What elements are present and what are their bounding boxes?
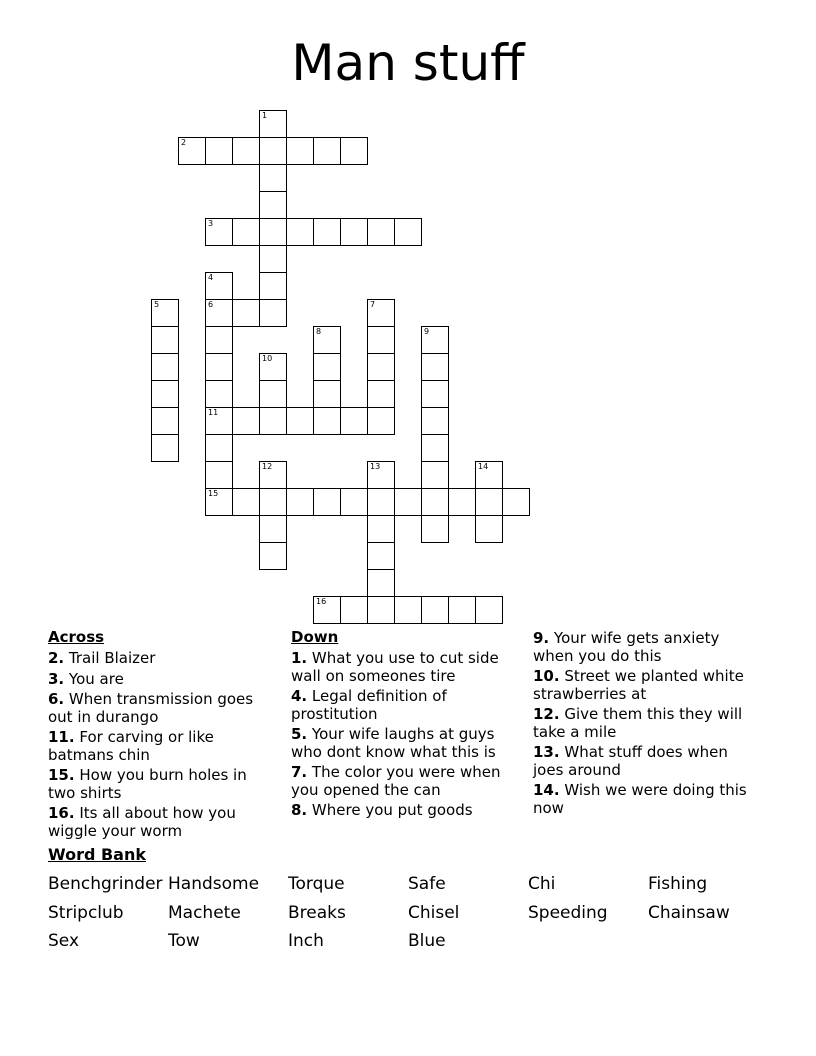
cell-number: 10	[262, 354, 273, 363]
word-bank-word: Machete	[168, 902, 241, 923]
down-clue	[291, 764, 513, 799]
word-bank-word: Tow	[168, 931, 200, 951]
grid-cell[interactable]	[259, 407, 287, 435]
cell-number: 11	[208, 408, 219, 417]
clue-number: 6.	[48, 690, 65, 708]
grid-cell[interactable]	[367, 353, 395, 381]
clue-number: 14.	[533, 781, 560, 799]
page-title: Man stuff	[291, 34, 525, 92]
grid-cell[interactable]	[421, 407, 449, 435]
clue-text: What you use to cut side wall on someones tire	[291, 649, 499, 685]
grid-cell[interactable]	[421, 515, 449, 543]
grid-cell[interactable]	[259, 218, 287, 246]
grid-cell[interactable]	[367, 218, 395, 246]
grid-cell[interactable]	[232, 407, 260, 435]
grid-cell[interactable]	[367, 380, 395, 408]
grid-cell[interactable]	[475, 596, 503, 624]
word-bank-word: Blue	[408, 931, 446, 951]
clue-number: 10.	[533, 667, 560, 685]
grid-cell[interactable]	[205, 407, 233, 435]
word-bank	[48, 872, 768, 958]
word-bank-heading: Word Bank	[48, 845, 147, 864]
word-bank-word: Fishing	[648, 874, 708, 894]
grid-cell[interactable]	[421, 596, 449, 624]
down-clue	[291, 726, 513, 761]
down-clues	[291, 628, 513, 823]
grid-cell[interactable]	[367, 515, 395, 543]
grid-cell[interactable]	[475, 461, 503, 489]
grid-cell[interactable]	[259, 488, 287, 516]
across-clue	[48, 650, 268, 668]
clue-number: 9.	[533, 629, 550, 647]
grid-cell[interactable]	[340, 137, 368, 165]
grid-cell[interactable]	[232, 137, 260, 165]
grid-cell[interactable]	[232, 488, 260, 516]
clue-number: 4.	[291, 687, 308, 705]
clue-number: 8.	[291, 801, 308, 819]
clue-number: 11.	[48, 728, 75, 746]
down-clue	[291, 650, 513, 685]
grid-cell[interactable]	[421, 326, 449, 354]
cell-number: 14	[478, 462, 489, 471]
grid-cell[interactable]	[367, 461, 395, 489]
grid-cell[interactable]	[475, 515, 503, 543]
clue-number: 1.	[291, 649, 308, 667]
cell-number: 7	[370, 300, 376, 309]
cell-number: 8	[316, 327, 322, 336]
grid-cell[interactable]	[475, 488, 503, 516]
down-clue	[533, 782, 758, 817]
clue-number: 5.	[291, 725, 308, 743]
grid-cell[interactable]	[151, 434, 179, 462]
word-bank-word: Safe	[408, 874, 446, 894]
clue-text: For carving or like batmans chin	[48, 728, 214, 764]
grid-cell[interactable]	[232, 299, 260, 327]
grid-cell[interactable]	[394, 488, 422, 516]
cell-number: 1	[262, 111, 268, 120]
grid-cell[interactable]	[205, 326, 233, 354]
grid-cell[interactable]	[205, 353, 233, 381]
across-clue	[48, 671, 268, 689]
clue-text: What stuff does when joes around	[533, 743, 728, 779]
grid-cell[interactable]	[367, 488, 395, 516]
cell-number: 2	[181, 138, 187, 147]
grid-cell[interactable]	[367, 596, 395, 624]
grid-cell[interactable]	[286, 218, 314, 246]
grid-cell[interactable]	[259, 110, 287, 138]
grid-cell[interactable]	[259, 191, 287, 219]
clue-number: 2.	[48, 649, 65, 667]
word-bank-word: Stripclub	[48, 902, 124, 923]
grid-cell[interactable]	[394, 596, 422, 624]
grid-cell[interactable]	[205, 137, 233, 165]
grid-cell[interactable]	[151, 326, 179, 354]
grid-cell[interactable]	[421, 461, 449, 489]
cell-number: 13	[370, 462, 381, 471]
across-clue	[48, 691, 268, 726]
grid-cell[interactable]	[340, 596, 368, 624]
cell-number: 6	[208, 300, 214, 309]
clue-text: Your wife laughs at guys who dont know what this is	[291, 725, 496, 761]
clue-text: Street we planted white strawberries at	[533, 667, 744, 703]
cell-number: 9	[424, 327, 430, 336]
grid-cell[interactable]	[421, 353, 449, 381]
grid-cell[interactable]	[286, 137, 314, 165]
down-clue	[291, 802, 513, 820]
word-bank-word: Chisel	[408, 902, 460, 923]
word-bank-word: Sex	[48, 931, 80, 951]
grid-cell[interactable]	[394, 218, 422, 246]
clue-text: Your wife gets anxiety when you do this	[533, 629, 720, 665]
word-bank-word: Inch	[288, 931, 324, 951]
word-bank-word: Handsome	[168, 874, 260, 894]
grid-cell[interactable]	[448, 488, 476, 516]
grid-cell[interactable]	[259, 299, 287, 327]
grid-cell[interactable]	[367, 569, 395, 597]
grid-cell[interactable]	[421, 434, 449, 462]
grid-cell[interactable]	[313, 353, 341, 381]
clue-text: Its all about how you wiggle your worm	[48, 804, 236, 840]
clue-text: Give them this they will take a mile	[533, 705, 743, 741]
grid-cell[interactable]	[259, 137, 287, 165]
grid-cell[interactable]	[421, 488, 449, 516]
grid-cell[interactable]	[259, 380, 287, 408]
grid-cell[interactable]	[421, 380, 449, 408]
cell-number: 12	[262, 462, 273, 471]
across-clues	[48, 628, 268, 843]
clue-text: You are	[68, 669, 124, 688]
grid-cell[interactable]	[205, 488, 233, 516]
word-bank-word: Chi	[528, 874, 556, 894]
down-clues-continued	[533, 630, 758, 820]
grid-cell[interactable]	[205, 380, 233, 408]
cell-number: 3	[208, 219, 214, 228]
grid-cell[interactable]	[367, 407, 395, 435]
down-clue	[291, 688, 513, 723]
clue-text: Where you put goods	[311, 801, 473, 819]
grid-cell[interactable]	[313, 488, 341, 516]
grid-cell[interactable]	[178, 137, 206, 165]
grid-cell[interactable]	[367, 542, 395, 570]
grid-cell[interactable]	[502, 488, 530, 516]
grid-cell[interactable]	[259, 515, 287, 543]
grid-cell[interactable]	[259, 164, 287, 192]
grid-cell[interactable]	[367, 299, 395, 327]
across-clue	[48, 729, 268, 764]
word-bank-word: Chainsaw	[648, 902, 730, 923]
word-bank-word: Torque	[288, 874, 345, 894]
down-clue	[533, 668, 758, 703]
clue-number: 13.	[533, 743, 560, 761]
grid-cell[interactable]	[259, 353, 287, 381]
clue-number: 7.	[291, 763, 308, 781]
down-clue	[533, 630, 758, 665]
cell-number: 5	[154, 300, 160, 309]
clue-number: 12.	[533, 705, 560, 723]
across-heading: Across	[48, 628, 105, 646]
cell-number: 4	[208, 273, 214, 282]
grid-cell[interactable]	[259, 272, 287, 300]
grid-cell[interactable]	[286, 488, 314, 516]
grid-cell[interactable]	[448, 596, 476, 624]
grid-cell[interactable]	[151, 353, 179, 381]
clue-text: How you burn holes in two shirts	[48, 766, 247, 802]
word-bank-word: Speeding	[528, 902, 608, 923]
grid-cell[interactable]	[205, 218, 233, 246]
grid-cell[interactable]	[259, 542, 287, 570]
grid-cell[interactable]	[286, 407, 314, 435]
grid-cell[interactable]	[313, 407, 341, 435]
grid-cell[interactable]	[151, 380, 179, 408]
down-clue	[533, 744, 758, 779]
clue-number: 3.	[48, 669, 65, 688]
grid-cell[interactable]	[340, 488, 368, 516]
grid-cell[interactable]	[205, 272, 233, 300]
word-bank-word: Benchgrinder	[48, 874, 163, 894]
clue-text: Wish we were doing this now	[533, 781, 747, 817]
grid-cell[interactable]	[205, 299, 233, 327]
grid-cell[interactable]	[151, 407, 179, 435]
across-clue	[48, 767, 268, 802]
clue-text: The color you were when you opened the can	[291, 763, 501, 799]
grid-cell[interactable]	[313, 380, 341, 408]
clue-text: Legal definition of prostitution	[291, 687, 447, 723]
grid-cell[interactable]	[313, 326, 341, 354]
grid-cell[interactable]	[232, 218, 260, 246]
grid-cell[interactable]	[151, 299, 179, 327]
grid-cell[interactable]	[367, 326, 395, 354]
grid-cell[interactable]	[340, 407, 368, 435]
word-bank-word: Breaks	[288, 902, 346, 923]
cell-number: 15	[208, 489, 219, 498]
down-clue	[533, 706, 758, 741]
clue-text: Trail Blaizer	[68, 649, 156, 667]
grid-cell[interactable]	[313, 596, 341, 624]
grid-cell[interactable]	[259, 461, 287, 489]
clue-number: 16.	[48, 804, 75, 822]
clue-text: When transmission goes out in durango	[48, 690, 254, 726]
grid-cell[interactable]	[205, 434, 233, 462]
grid-cell[interactable]	[313, 218, 341, 246]
grid-cell[interactable]	[340, 218, 368, 246]
grid-cell[interactable]	[205, 461, 233, 489]
cell-number: 16	[316, 597, 327, 606]
down-heading: Down	[291, 628, 339, 646]
clue-number: 15.	[48, 766, 75, 784]
grid-cell[interactable]	[313, 137, 341, 165]
across-clue	[48, 805, 268, 840]
grid-cell[interactable]	[259, 245, 287, 273]
